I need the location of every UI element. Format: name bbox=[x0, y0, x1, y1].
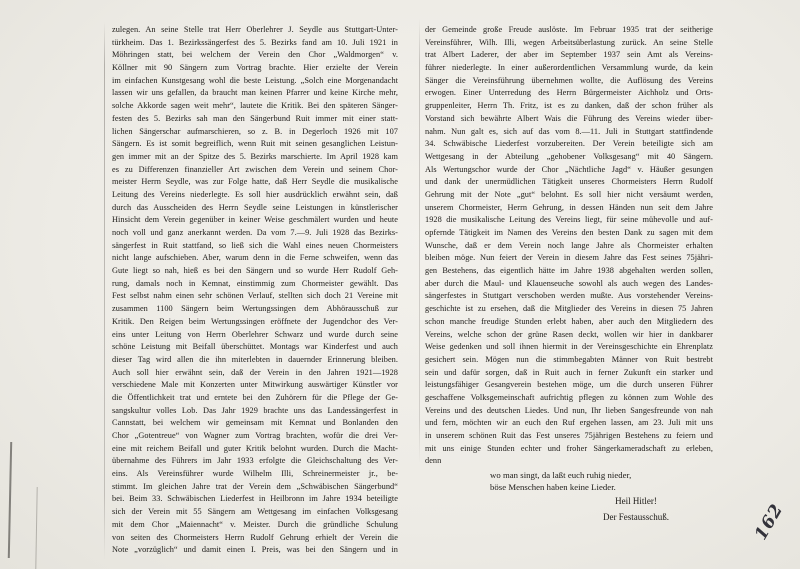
right-text-column bbox=[425, 24, 713, 468]
text-line: Vorstand sich bewährte Albert Wais die Führung des Vereins wieder über- bbox=[425, 113, 713, 123]
text-line: Hinsicht dem Verein gegenüber in keiner Weise geschmälert wurden und heute bbox=[112, 215, 398, 225]
text-line: gruppenleiter, Herrn Th. Fritz, ist es zu danken, daß der schon früher als bbox=[425, 101, 713, 111]
text-line: sängerfestes in Stuttgart verschoben werden mußte. Aus vorstehender Vereins- bbox=[425, 291, 713, 301]
text-line: Gute liegt so nah, hieß es bei den Sängern und so wurde Herr Rudolf Geh- bbox=[112, 266, 398, 276]
text-line: Gehrung mit der Note „gut“ belohnt. Es soll hier nicht versäumt werden, bbox=[425, 189, 713, 199]
text-line: Wettgesang in der Abteilung „gehobener Volksgesang“ mit 40 Sängern. bbox=[425, 151, 713, 161]
text-line: opfernde Tätigkeit im Namen des Vereins den besten Dank zu sagen mit dem bbox=[425, 228, 713, 237]
text-line: führer niederlegte. In einer außerordentlichen Versammlung wurde, da kein bbox=[425, 63, 713, 73]
text-line: gen immer mit an der Spitze des 5. Bezirks marschierte. Im April 1928 kam bbox=[112, 151, 398, 161]
text-line: sängerfest in Ruit stattfand, so ließ sich die Wahl eines neuen Chormeisters bbox=[112, 240, 398, 250]
text-line: übernahme des Führers im Jahr 1933 erfolgte die Gleichschaltung des Ver- bbox=[112, 456, 398, 466]
text-line: sangskultur volles Lob. Das Jahr 1929 brachte uns das Landessängerfest in bbox=[112, 405, 398, 415]
text-line: Chor „Gotentreue“ von Wagner zum Vortrag brachten, wofür die drei Ver- bbox=[112, 431, 398, 440]
book-edge-line-faint bbox=[35, 487, 37, 569]
text-line: türkheim. Das 1. Bezirkssängerfest des 5. Bezirks fand am 10. Juli 1921 in bbox=[112, 37, 398, 47]
text-line: 1928 die musikalische Leitung des Vereins liegt, für seine mühevolle und auf- bbox=[425, 215, 713, 225]
text-line: in unserem schönen Ruit das Fest unseres 75jährigen Bestehens zu feiern und bbox=[425, 431, 713, 440]
text-line: Fest selbst nahm einen sehr schönen Verlauf, stellten sich doch 21 Vereine mit bbox=[112, 291, 398, 301]
text-line: geschichte ist zu ersehen, daß die Mitglieder des Vereins in diesen 75 Jahren bbox=[425, 304, 713, 314]
text-line: eine mit reichem Beifall und guter Kritik belohnt wurden. Durch die Macht- bbox=[112, 443, 398, 453]
closing-signature: Der Festausschuß. bbox=[603, 511, 669, 522]
text-line: durch das Ausscheiden des Herrn Seydle seine Leistungen in künstlerischer bbox=[112, 202, 398, 212]
text-line: 34. Schwäbische Liederfest vorzubereiten. Der Verein beteiligte sich am bbox=[425, 139, 713, 149]
closing-block bbox=[566, 494, 706, 525]
text-line: die Öffentlichkeit trat und erntete bei den Zuhörern für die Pflege der Ge- bbox=[112, 392, 398, 402]
text-line: von seiten des Chormeisters Herrn Rudolf Gehrung erhielt der Verein die bbox=[112, 532, 398, 542]
text-line: lassen wir uns gefallen, da braucht man keinen Pfarrer und keine Kirche mehr, bbox=[112, 88, 398, 98]
text-line: Vereinsführer, Wilh. Illi, wegen Arbeitsüberlastung zurück. An seine Stelle bbox=[425, 37, 713, 47]
text-line: geschaffene Volksgemeinschaft aufrichtig pflegen zu können zum Wohle des bbox=[425, 392, 713, 402]
text-line: noch voll und ganz anerkannt werden. Da vom 7.—9. Juli 1928 das Bezirks- bbox=[112, 228, 398, 237]
text-line: böse Menschen haben keine Lieder. bbox=[490, 482, 616, 493]
text-line: Note „vorzüglich“ und damit einen I. Preis, was bei den Sängern und in bbox=[112, 545, 398, 555]
text-line: mit dem Chor „Maiennacht“ v. Meister. Durch die gründliche Schulung bbox=[112, 519, 398, 529]
text-line: Auch soll hier erwähnt sein, daß der Verein in den Jahren 1921—1928 bbox=[112, 367, 398, 377]
text-line: denn bbox=[425, 456, 442, 466]
text-line: Weise gedenken und soll ihnen hiermit in der Vereinsgeschichte ein Ehrenplatz bbox=[425, 342, 713, 352]
text-line: Kritik. Den Reigen beim Wertungssingen eröffnete der Jugendchor des Ver- bbox=[112, 316, 398, 326]
text-line: Möhringen statt, bei welchem der Verein den Chor „Waldmorgen“ v. bbox=[112, 50, 398, 60]
text-line: gesichert sein. Mögen nun die stimmbegabten Männer von Ruit bestrebt bbox=[425, 354, 713, 364]
text-line: eins. Als Vereinsführer wurde Wilhelm Illi, Schreinermeister jr., be- bbox=[112, 469, 398, 479]
text-line: lichen Sängerschar aufmarschieren, so z. B. in Degerloch 1926 mit 107 bbox=[112, 126, 398, 136]
text-line: eins unter Leitung von Herrn Oberlehrer Schwarz und wurde durch seine bbox=[112, 329, 398, 339]
text-line: aber durch die Maul- und Klauenseuche sowohl als auch wegen des Landes- bbox=[425, 278, 713, 288]
text-line: Als Wertungschor wurde der Chor „Nächtliche Jagd“ v. Häußer gesungen bbox=[425, 164, 713, 174]
book-edge-line bbox=[8, 442, 12, 558]
text-line: nahm. Nun galt es, sich auf das vom 8.—11. Juli in Stuttgart stattfindende bbox=[425, 126, 713, 136]
text-line: meister Herrn Seydle, was zur Folge hatte, daß Herr Seydle die musikalische bbox=[112, 177, 398, 187]
text-line: stimmt. Im gleichen Jahre trat der Verein dem „Schwäbischen Sängerbund“ bbox=[112, 481, 398, 491]
text-line: und fern, möchten wir an euch den Ruf ergehen lassen, am 23. Juli mit uns bbox=[425, 418, 713, 428]
closing-salute: Heil Hitler! bbox=[615, 496, 657, 506]
handwritten-page-number: 162 bbox=[750, 500, 788, 544]
text-line: und dank der unermüdlichen Tätigkeit unseres Chormeisters Herrn Rudolf bbox=[425, 177, 713, 187]
text-line: der Gemeinde große Freude auslöste. Im Februar 1935 trat der seitherige bbox=[425, 25, 713, 34]
text-line: erwogen. Einer Unterredung des Herrn Bürgermeister Aichholz und Orts- bbox=[425, 88, 713, 98]
text-line: Leitung des Vereins niederlegte. Es soll hier ausdrücklich erwähnt sein, daß bbox=[112, 189, 398, 199]
text-line: gen Bestehens, das eigentlich hätte im Jahre 1938 abgehalten werden sollen, bbox=[425, 266, 713, 276]
text-line: unserem Chormeister, Herrn Gehrung, in dessen Händen nun seit dem Jahre bbox=[425, 202, 713, 212]
text-line: zusammen 1100 Sängern beim Wertungssingen dem Abhörausschuß zur bbox=[112, 304, 398, 314]
text-line: leistungsfähiger Gesangverein bestehen möge, um die durch unseren Führer bbox=[425, 380, 713, 390]
text-line: zulegen. An seine Stelle trat Herr Oberlehrer J. Seydle aus Stuttgart-Unter- bbox=[112, 25, 398, 34]
page-crease-left bbox=[104, 22, 105, 560]
text-line: festen des 5. Bezirks sah man den Sängerbund Ruit immer mit einer statt- bbox=[112, 113, 398, 123]
text-line: mit uns einige Stunden echter und froher Sängerkameradschaft zu erleben, bbox=[425, 443, 713, 453]
text-line: bleiben möge. Nun feiert der Verein in diesem Jahre das Fest seines 75jähri- bbox=[425, 253, 713, 263]
text-line: solche Akkorde sagen weit mehr“, lautete die Kritik. Bei den späteren Sänger- bbox=[112, 101, 398, 111]
song-verse bbox=[490, 469, 631, 494]
text-line: verschiedene Male mit Konzerten unter Mitwirkung auswärtiger Künstler vor bbox=[112, 380, 398, 390]
text-line: nicht lange aufschieben. Aber, warum denn in die Ferne schweifen, wenn das bbox=[112, 253, 398, 263]
text-line: es zu Differenzen finanzieller Art zwischen dem Verein und seinem Chor- bbox=[112, 164, 398, 174]
text-line: trat Albert Laderer, der aber im September 1937 sein Amt als Vereins- bbox=[425, 50, 713, 60]
text-line: Köllner mit 90 Sängern zum Vortrag brachte. Hier erzielte der Verein bbox=[112, 63, 398, 73]
text-line: sich der Verein mit 55 Sängern am Wettgesang im einfachen Volksgesang bbox=[112, 507, 398, 517]
page-crease-middle bbox=[419, 18, 420, 464]
text-line: dieser Tag wird allen die ihn miterlebten in dauernder Erinnerung bleiben. bbox=[112, 354, 398, 364]
text-line: schon manche freudige Stunden erlebt haben, aber auch den Mitgliedern des bbox=[425, 316, 713, 326]
text-line: Vereins, welche schon der grüne Rasen deckt, wollen wir hier in dankbarer bbox=[425, 329, 713, 339]
text-line: Sänger die Vereinsführung übernehmen wollte, die Auflösung des Vereins bbox=[425, 75, 713, 85]
text-line: Wunsche, daß er dem Verein noch lange Jahre als Chormeister erhalten bbox=[425, 240, 713, 250]
text-line: Vereins und des deutschen Liedes. Und nun, Ihr lieben Sangesfreunde von nah bbox=[425, 405, 713, 415]
text-line: Sängern. Es ist somit begreiflich, wenn Ruit mit seinen gesanglichen Leistun- bbox=[112, 139, 398, 149]
text-line: Cannstatt, bei welchem wir gemeinsam mit Kemnat und Bonlanden den bbox=[112, 418, 398, 428]
text-line: sein und dafür sorgen, daß in Ruit auch in ferner Zukunft ein starker und bbox=[425, 367, 713, 377]
text-line: wo man singt, da laßt euch ruhig nieder, bbox=[490, 470, 632, 480]
text-line: bei. Beim 33. Schwäbischen Liederfest in Heilbronn im Jahre 1934 beteiligte bbox=[112, 494, 398, 504]
text-line: schöne Leistung mit Beifall überschüttet. Montags war Kinderfest und auch bbox=[112, 342, 398, 352]
left-text-column bbox=[112, 24, 398, 557]
text-line: im einfachen Kunstgesang wohl die beste Leistung. „Solch eine Morgenandacht bbox=[112, 75, 398, 85]
text-line: rung, damals noch in Kemnat, einstimmig zum Chormeister gewählt. Das bbox=[112, 278, 398, 288]
